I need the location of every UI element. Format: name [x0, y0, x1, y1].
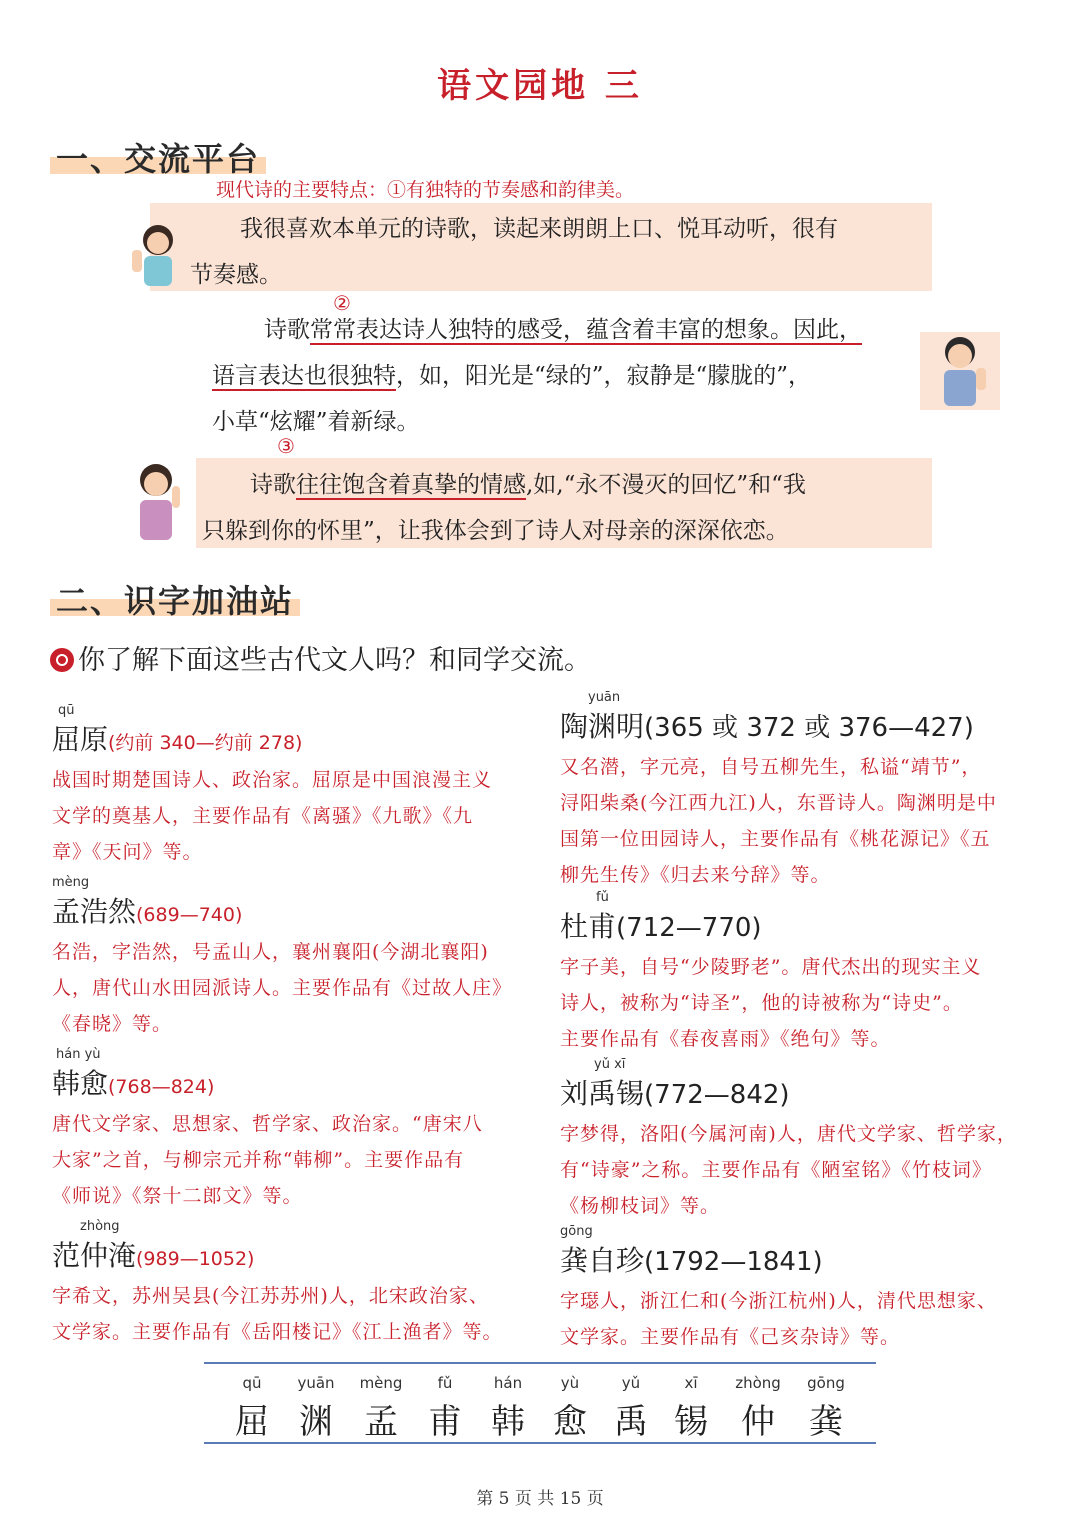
bubble-3-line-1-post: ,如,“永不漫灭的回忆”和“我 — [526, 472, 806, 498]
poet-desc-line: 有“诗豪”之称。主要作品有《陋室铭》《竹枝词》 — [560, 1159, 992, 1181]
girl-pointing-illustration-icon — [122, 460, 194, 544]
bubble-2-line-2 — [212, 353, 932, 399]
page-title: 语文园地 三 — [437, 66, 643, 106]
poet-entry — [52, 875, 532, 1042]
poet-desc-line: 字希文，苏州吴县(今江苏苏州)人，北宋政治家、 — [52, 1285, 489, 1307]
bubble-3-line-1-underlined: 往往饱含着真挚的情感 — [296, 472, 526, 498]
poet-name-line — [52, 1062, 532, 1102]
character-cell — [726, 1374, 790, 1443]
poet-desc-line: 文学家。主要作品有《己亥杂诗》等。 — [560, 1326, 901, 1348]
poet-pinyin: yǔ xī — [594, 1057, 626, 1072]
bubble-2-line-1-underlined: 常常表达诗人独特的感受，蕴含着丰富的想象。因此， — [310, 317, 862, 343]
bubble-2-line-1-pre: 诗歌 — [264, 317, 310, 343]
char-pinyin: yǔ — [621, 1374, 641, 1392]
poet-pinyin: hán yù — [56, 1047, 101, 1062]
poet-desc-line: 《杨柳枝词》等。 — [560, 1195, 721, 1217]
poet-entry — [560, 1224, 1040, 1355]
poet-desc-line: 国第一位田园诗人，主要作品有《桃花源记》《五 — [560, 828, 991, 850]
poet-name: 陶渊明 — [560, 710, 645, 743]
char-pinyin: zhòng — [735, 1374, 781, 1392]
poet-name-line — [52, 718, 532, 758]
character-cell — [599, 1374, 663, 1443]
bubble-1-line-2: 节奏感。 — [190, 262, 282, 288]
poet-name-line — [52, 890, 532, 930]
page-number: 第 5 页 共 15 页 — [476, 1489, 604, 1509]
char-hanzi: 仲 — [741, 1402, 775, 1442]
poet-name-line — [52, 1234, 532, 1274]
poet-desc-line: 大家”之首，与柳宗元并称“韩柳”。主要作品有 — [52, 1149, 465, 1171]
poet-name: 刘禹锡 — [560, 1077, 645, 1110]
character-cell — [284, 1374, 348, 1443]
character-cell — [794, 1374, 858, 1443]
poet-desc-line: 字子美，自号“少陵野老”。唐代杰出的现实主义 — [560, 956, 982, 978]
char-pinyin: yuān — [297, 1374, 335, 1392]
poet-years: (1792—1841) — [644, 1247, 823, 1277]
char-hanzi: 渊 — [299, 1402, 333, 1442]
poet-entry — [560, 890, 1040, 1057]
poet-desc — [52, 1106, 532, 1214]
poet-name-line — [560, 705, 1040, 745]
character-cell — [413, 1374, 477, 1443]
poet-name: 龚自珍 — [560, 1244, 645, 1277]
poet-years: (768—824) — [108, 1076, 215, 1098]
bubble-3-text — [202, 462, 930, 554]
poet-desc — [52, 934, 532, 1042]
discussion-prompt — [50, 638, 591, 677]
poet-name-line — [560, 1072, 1040, 1112]
char-pinyin: gōng — [807, 1374, 845, 1392]
char-pinyin: xī — [684, 1374, 698, 1392]
poet-desc-line: 唐代文学家、思想家、哲学家、政治家。“唐宋八 — [52, 1113, 483, 1135]
character-table — [204, 1374, 876, 1442]
bubble-3-line-2: 只躲到你的怀里”，让我体会到了诗人对母亲的深深依恋。 — [202, 518, 789, 544]
marker-2: ② — [333, 291, 351, 315]
section-heading-exchange — [50, 134, 266, 180]
char-hanzi: 禹 — [614, 1402, 648, 1442]
char-hanzi: 甫 — [428, 1402, 462, 1442]
poet-desc-line: 章》《天问》等。 — [52, 841, 203, 863]
poet-desc-line: 主要作品有《春夜喜雨》《绝句》等。 — [560, 1028, 891, 1050]
char-hanzi: 愈 — [553, 1402, 587, 1442]
section-heading-text: 一、交流平台 — [50, 140, 266, 178]
poet-years: (365 或 372 或 376—427) — [644, 713, 974, 743]
girl-illustration-icon — [128, 220, 188, 292]
poet-years: (约前 340—约前 278) — [108, 732, 303, 754]
poet-name: 范仲淹 — [52, 1239, 137, 1272]
poet-entry — [52, 1219, 532, 1350]
char-hanzi: 龚 — [809, 1402, 843, 1442]
char-hanzi: 韩 — [491, 1402, 525, 1442]
section-heading-text: 二、识字加油站 — [50, 582, 300, 620]
poet-name-line — [560, 1239, 1040, 1279]
bubble-2-line-2-post: ，如，阳光是“绿的”，寂静是“朦胧的”， — [396, 363, 812, 389]
char-pinyin: mèng — [359, 1374, 403, 1392]
seal-icon — [50, 648, 74, 672]
poet-name: 屈原 — [52, 723, 109, 756]
character-cell — [349, 1374, 413, 1443]
poet-desc-line: 人，唐代山水田园派诗人。主要作品有《过故人庄》 — [52, 977, 513, 999]
poet-pinyin: mèng — [52, 875, 90, 890]
poet-desc — [560, 1283, 1040, 1355]
poet-entry — [560, 1057, 1040, 1224]
poet-desc-line: 字璱人，浙江仁和(今浙江杭州)人，清代思想家、 — [560, 1290, 997, 1312]
character-cell — [538, 1374, 602, 1443]
bubble-2-text — [212, 307, 932, 445]
poet-desc-line: 名浩，字浩然，号孟山人，襄州襄阳(今湖北襄阳) — [52, 941, 489, 963]
handwritten-note: 现代诗的主要特点：①有独特的节奏感和韵律美。 — [216, 179, 635, 201]
poet-desc — [52, 762, 532, 870]
poet-desc-line: 诗人，被称为“诗圣”，他的诗被称为“诗史”。 — [560, 992, 963, 1014]
poet-years: (989—1052) — [136, 1248, 255, 1270]
table-top-rule — [204, 1362, 876, 1364]
character-cell — [220, 1374, 284, 1443]
poet-desc-line: 又名潜，字元亮，自号五柳先生，私谥“靖节”， — [560, 756, 982, 778]
char-pinyin: fǔ — [437, 1374, 453, 1392]
char-hanzi: 锡 — [674, 1402, 708, 1442]
char-pinyin: yù — [560, 1374, 580, 1392]
bubble-1-line-1: 我很喜欢本单元的诗歌，读起来朗朗上口、悦耳动听，很有 — [240, 216, 838, 242]
poet-years: (712—770) — [616, 913, 762, 943]
bubble-3-line-1 — [202, 462, 930, 508]
poet-entry — [52, 703, 532, 870]
poet-desc — [560, 949, 1040, 1057]
poet-pinyin: zhòng — [80, 1219, 120, 1234]
poet-entry — [52, 1047, 532, 1214]
poet-entry — [560, 690, 1040, 893]
poet-name-line — [560, 905, 1040, 945]
bubble-1-text — [190, 206, 930, 298]
poet-years: (772—842) — [644, 1080, 790, 1110]
poet-desc — [52, 1278, 532, 1350]
poet-desc-line: 文学的奠基人，主要作品有《离骚》《九歌》《九 — [52, 805, 474, 827]
poet-desc-line: 柳先生传》《归去来兮辞》等。 — [560, 864, 831, 886]
bubble-2-line-3: 小草“炫耀”着新绿。 — [212, 409, 420, 435]
bubble-2-line-1 — [212, 307, 932, 353]
poet-pinyin: qū — [58, 703, 75, 718]
character-cell — [476, 1374, 540, 1443]
poet-desc-line: 浔阳柴桑(今江西九江)人，东晋诗人。陶渊明是中 — [560, 792, 997, 814]
char-hanzi: 屈 — [235, 1402, 269, 1442]
poet-pinyin: fǔ — [596, 890, 609, 905]
poet-years: (689—740) — [136, 904, 243, 926]
poet-desc-line: 《师说》《祭十二郎文》等。 — [52, 1185, 303, 1207]
char-pinyin: qū — [242, 1374, 262, 1392]
poet-desc — [560, 749, 1040, 893]
poet-pinyin: yuān — [588, 690, 621, 705]
char-pinyin: hán — [493, 1374, 523, 1392]
poet-desc — [560, 1116, 1040, 1224]
marker-3: ③ — [277, 434, 295, 458]
poet-desc-line: 字梦得，洛阳(今属河南)人，唐代文学家、哲学家， — [560, 1123, 1017, 1145]
section-heading-literacy — [50, 576, 300, 622]
poet-desc-line: 战国时期楚国诗人、政治家。屈原是中国浪漫主义 — [52, 769, 493, 791]
char-hanzi: 孟 — [364, 1402, 398, 1442]
poet-name: 韩愈 — [52, 1067, 109, 1100]
character-cell — [659, 1374, 723, 1443]
table-bottom-rule — [204, 1442, 876, 1444]
poet-name: 杜甫 — [560, 910, 617, 943]
bubble-2-line-2-underlined: 语言表达也很独特 — [212, 363, 396, 389]
prompt-text: 你了解下面这些古代文人吗？和同学交流。 — [78, 645, 591, 676]
bubble-3-line-1-pre: 诗歌 — [250, 472, 296, 498]
poet-pinyin: gōng — [560, 1224, 593, 1239]
boy-illustration-icon — [920, 332, 1000, 410]
poet-desc-line: 《春晓》等。 — [52, 1013, 173, 1035]
poet-name: 孟浩然 — [52, 895, 137, 928]
poet-desc-line: 文学家。主要作品有《岳阳楼记》《江上渔者》等。 — [52, 1321, 503, 1343]
